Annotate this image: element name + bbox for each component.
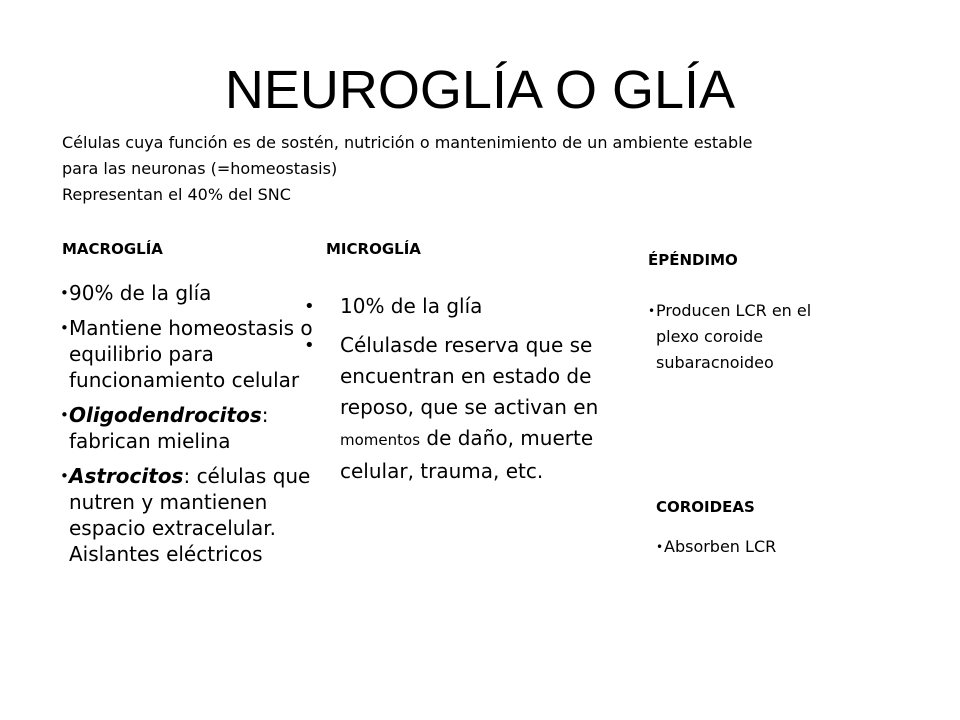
microglia-heading: MICROGLÍA [326,240,421,258]
coroideas-item-1-text: Absorben LCR [664,537,777,556]
macroglia-item-3 [60,402,318,454]
coroideas-list [656,534,856,560]
macroglia-item-4-text: : células que nutren y mantienen espacio extracelular. Aislantes eléctricos [69,464,311,566]
macroglia-item-1-text: 90% de la glía [69,281,212,305]
coroideas-item-1 [656,534,856,560]
microglia-item-1 [300,291,630,322]
microglia-item-2-small: momentos [340,431,421,449]
page-title: NEUROGLÍA O GLÍA [224,60,736,120]
ependimo-item-1-text: Producen LCR en el plexo coroide subaracnoideo [656,301,812,372]
coroideas-heading: COROIDEAS [656,498,755,516]
macroglia-item-1 [60,280,318,306]
microglia-item-2-part1: Célulasde reserva que se encuentran en estado de reposo, que se activan en [340,333,599,419]
oligodendrocitos-term: Oligodendrocitos [69,403,262,427]
macroglia-item-2-text: Mantiene homeostasis o equilibrio para funcionamiento celular [69,316,313,392]
microglia-item-2-part2: de daño, muerte celular, trauma, etc. [340,426,594,483]
microglia-list [300,291,630,495]
macroglia-list [60,280,318,576]
microglia-item-2 [300,330,630,487]
microglia-item-1-text: 10% de la glía [340,294,483,318]
ependimo-heading: ÉPÉNDIMO [648,251,738,269]
macroglia-item-4 [60,463,318,567]
ependimo-item-1 [648,298,858,376]
astrocitos-term: Astrocitos [69,464,184,488]
macroglia-item-3-text: : fabrican mielina [69,403,269,453]
subtitle-line-2: para las neuronas (=homeostasis) [62,159,338,178]
ependimo-list [648,298,858,376]
subtitle-line-1: Células cuya función es de sostén, nutrición o mantenimiento de un ambiente estable [62,133,753,152]
macroglia-heading: MACROGLÍA [62,240,163,258]
macroglia-item-2 [60,315,318,393]
subtitle [62,130,922,208]
subtitle-line-3: Representan el 40% del SNC [62,185,291,204]
